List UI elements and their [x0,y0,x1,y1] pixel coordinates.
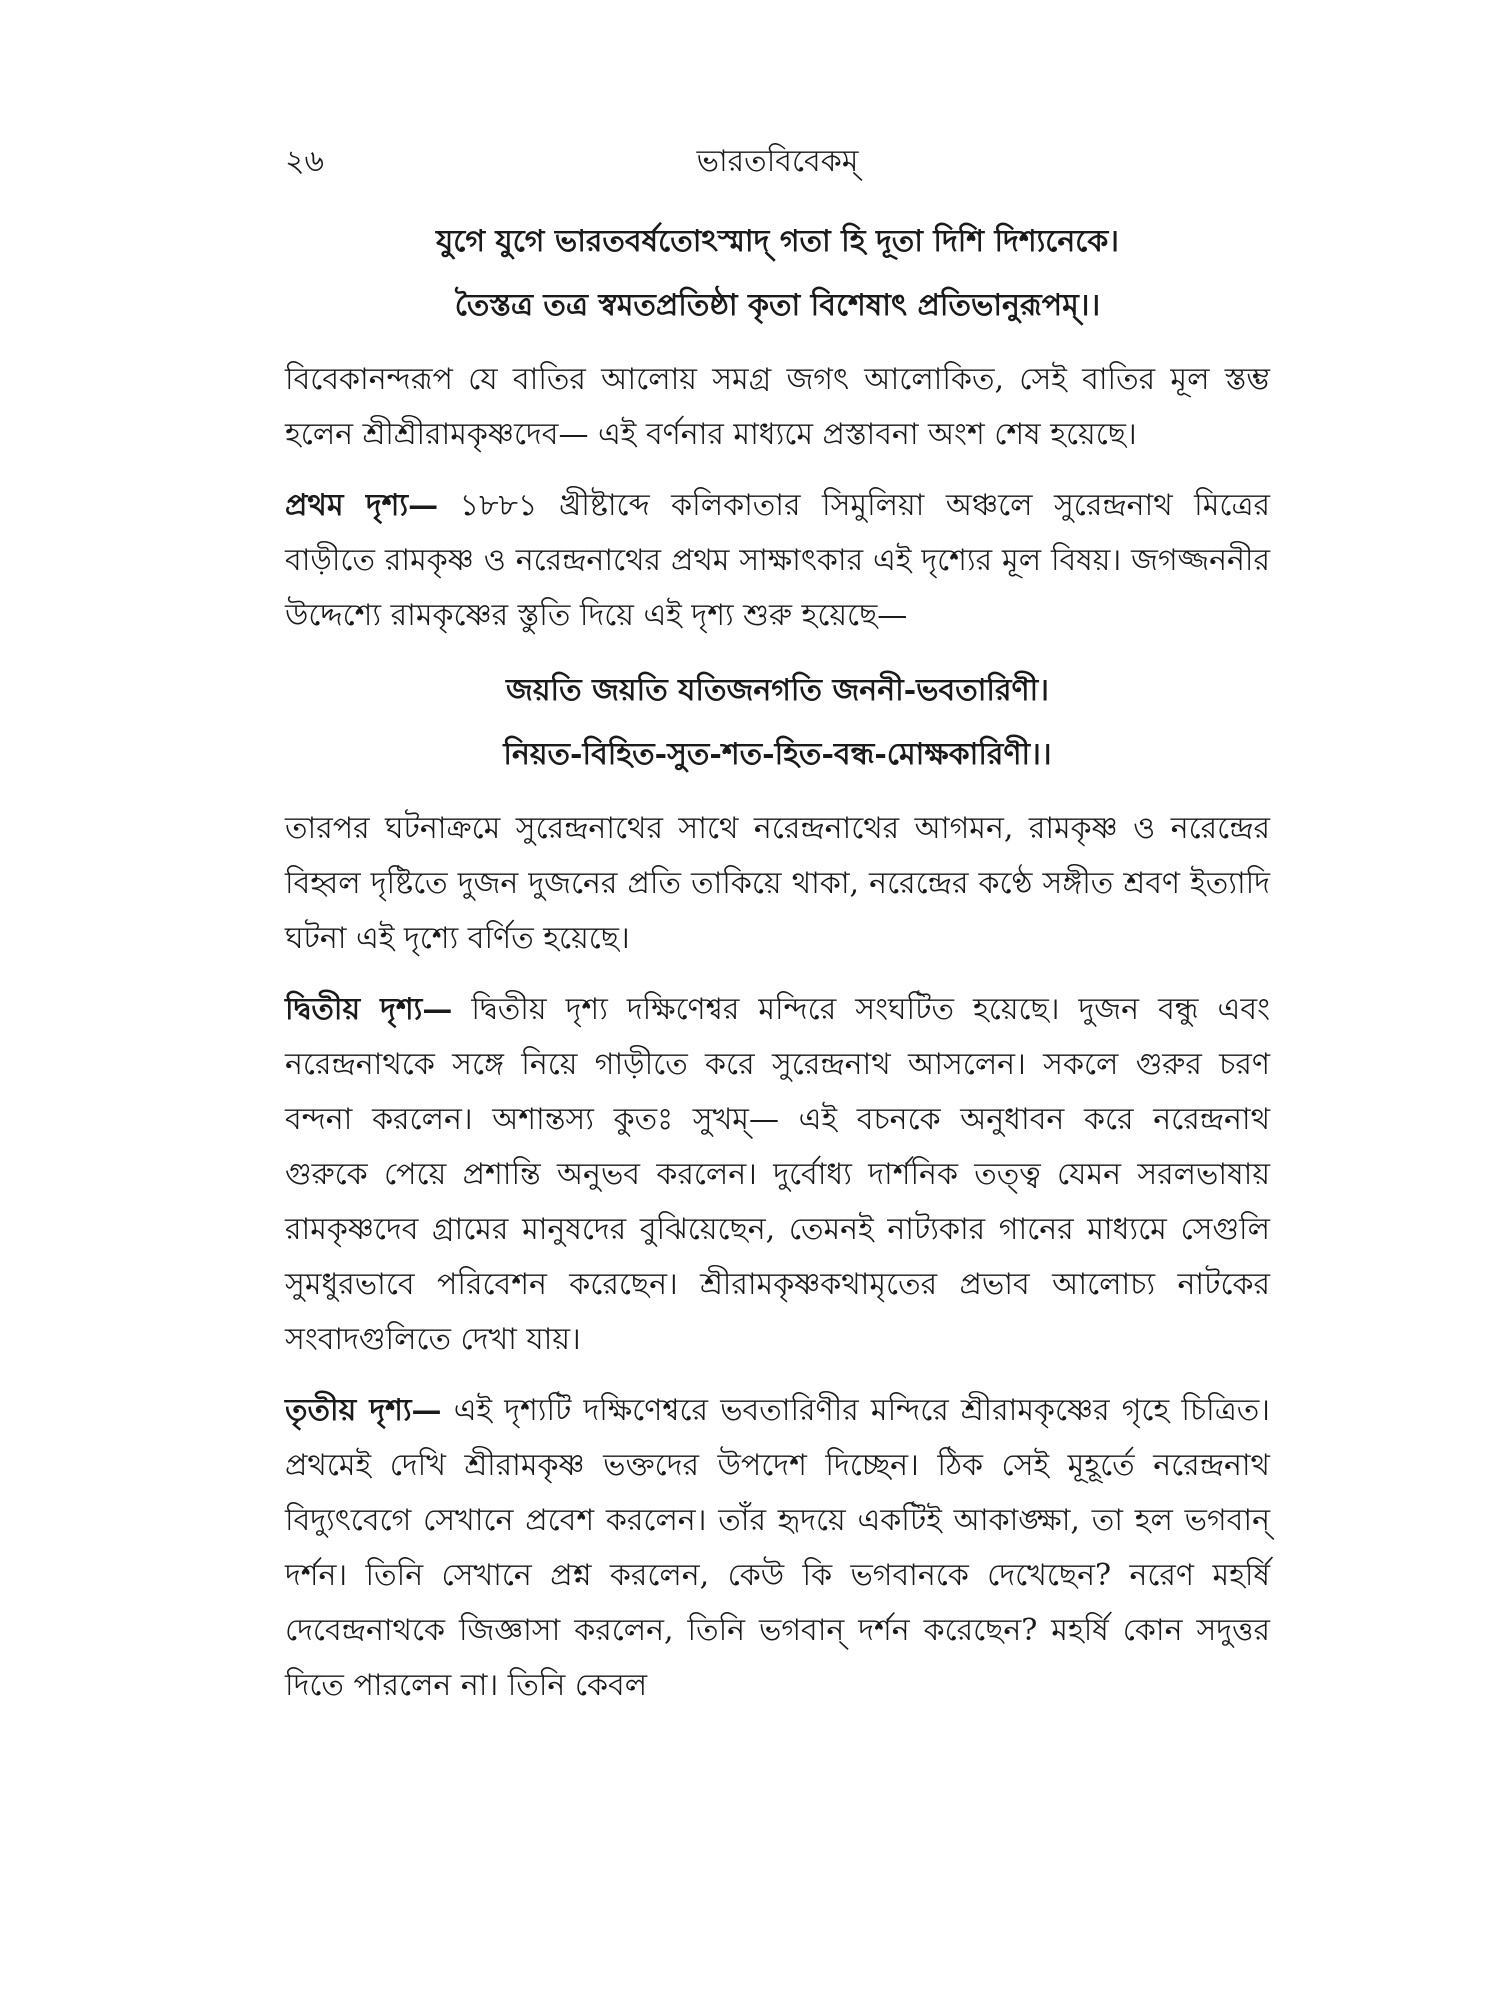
paragraph-text: ১৮৮১ খ্রীষ্টাব্দে কলিকাতার সিমুলিয়া অঞ্চলে সুরেন্দ্রনাথ মিত্রের বাড়ীতে রামকৃষ্ণ ও নরেন্দ্রনাথের প্রথম সাক্ষাৎকার এই দৃশ্যের মূল বিষয়। জগজ্জননীর উদ্দেশ্যে রামকৃষ্ণের স্তুতি দিয়ে এই দৃশ্য শুরু হয়েছে— [285,488,1270,633]
verse-block-1 [285,210,1270,338]
scene-heading: তৃতীয় দৃশ্য— [285,1393,442,1428]
paragraph-scene-2 [285,982,1270,1367]
verse-line: জয়তি জয়তি যতিজনগতি জননী-ভবতারিণী। [506,673,1049,708]
paragraph-intro: বিবেকানন্দরূপ যে বাতির আলোয় সমগ্র জগৎ আলোকিত, সেই বাতির মূল স্তম্ভ হলেন শ্রীশ্রীরামকৃষ্ণদেব— এই বর্ণনার মাধ্যমে প্রস্তাবনা অংশ শেষ হয়েছে। [285,362,1270,452]
verse-line: যুগে যুগে ভারতবর্ষতোঽস্মাদ্ গতা হি দূতা দিশি দিশ্যনেকে। [435,224,1120,259]
running-title: ভারতবিবেকম্ [696,144,859,179]
page-content [285,210,1270,1729]
scene-heading: প্রথম দৃশ্য— [285,488,439,523]
paragraph-scene-1 [285,478,1270,643]
paragraph-text: দ্বিতীয় দৃশ্য দক্ষিণেশ্বর মন্দিরে সংঘটিত হয়েছে। দুজন বন্ধু এবং নরেন্দ্রনাথকে সঙ্গে নিয়ে গাড়ীতে করে সুরেন্দ্রনাথ আসলেন। সকলে গুরুর চরণ বন্দনা করলেন। অশান্তস্য কুতঃ সুখম্— এই বচনকে অনুধাবন করে নরেন্দ্রনাথ গুরুকে পেয়ে প্রশান্তি অনুভব করলেন। দুর্বোধ্য দার্শনিক তত্ত্ব যেমন সরলভাষায় রামকৃষ্ণদেব গ্রামের মানুষদের বুঝিয়েছেন, তেমনই নাট্যকার গানের মাধ্যমে সেগুলি সুমধুরভাবে পরিবেশন করেছেন। শ্রীরামকৃষ্ণকথামৃতের প্রভাব আলোচ্য নাটকের সংবাদগুলিতে দেখা যায়। [285,992,1270,1357]
paragraph-text: এই দৃশ্যটি দক্ষিণেশ্বরে ভবতারিণীর মন্দিরে শ্রীরামকৃষ্ণের গৃহে চিত্রিত। প্রথমেই দেখি শ্রীরামকৃষ্ণ ভক্তদের উপদেশ দিচ্ছেন। ঠিক সেই মূহূর্তে নরেন্দ্রনাথ বিদ্যুৎবেগে সেখানে প্রবেশ করলেন। তাঁর হৃদয়ে একটিই আকাঙ্ক্ষা, তা হল ভগবান্ দর্শন। তিনি সেখানে প্রশ্ন করলেন, কেউ কি ভগবানকে দেখেছেন? নরেণ মহর্ষি দেবেন্দ্রনাথকে জিজ্ঞাসা করলেন, তিনি ভগবান্ দর্শন করেছেন? মহর্ষি কোন সদুত্তর দিতে পারলেন না। তিনি কেবল [285,1393,1270,1703]
verse-block-2 [285,659,1270,787]
page-number: ২৬ [285,144,325,179]
verse-line: তৈস্তত্র তত্র স্বমতপ্রতিষ্ঠা কৃতা বিশেষাৎ প্রতিভানুরূপম্।। [454,288,1101,323]
paragraph-scene-3 [285,1383,1270,1713]
scene-heading: দ্বিতীয় দৃশ্য— [285,992,453,1027]
verse-line: নিয়ত-বিহিত-সুত-শত-হিত-বন্ধ-মোক্ষকারিণী।। [503,737,1052,772]
page-header [285,142,1270,182]
paragraph-after-verse: তারপর ঘটনাক্রমে সুরেন্দ্রনাথের সাথে নরেন্দ্রনাথের আগমন, রামকৃষ্ণ ও নরেন্দ্রের বিহ্বল দৃষ্টিতে দুজন দুজনের প্রতি তাকিয়ে থাকা, নরেন্দ্রের কণ্ঠে সঙ্গীত শ্রবণ ইত্যাদি ঘটনা এই দৃশ্যে বর্ণিত হয়েছে। [285,811,1270,956]
